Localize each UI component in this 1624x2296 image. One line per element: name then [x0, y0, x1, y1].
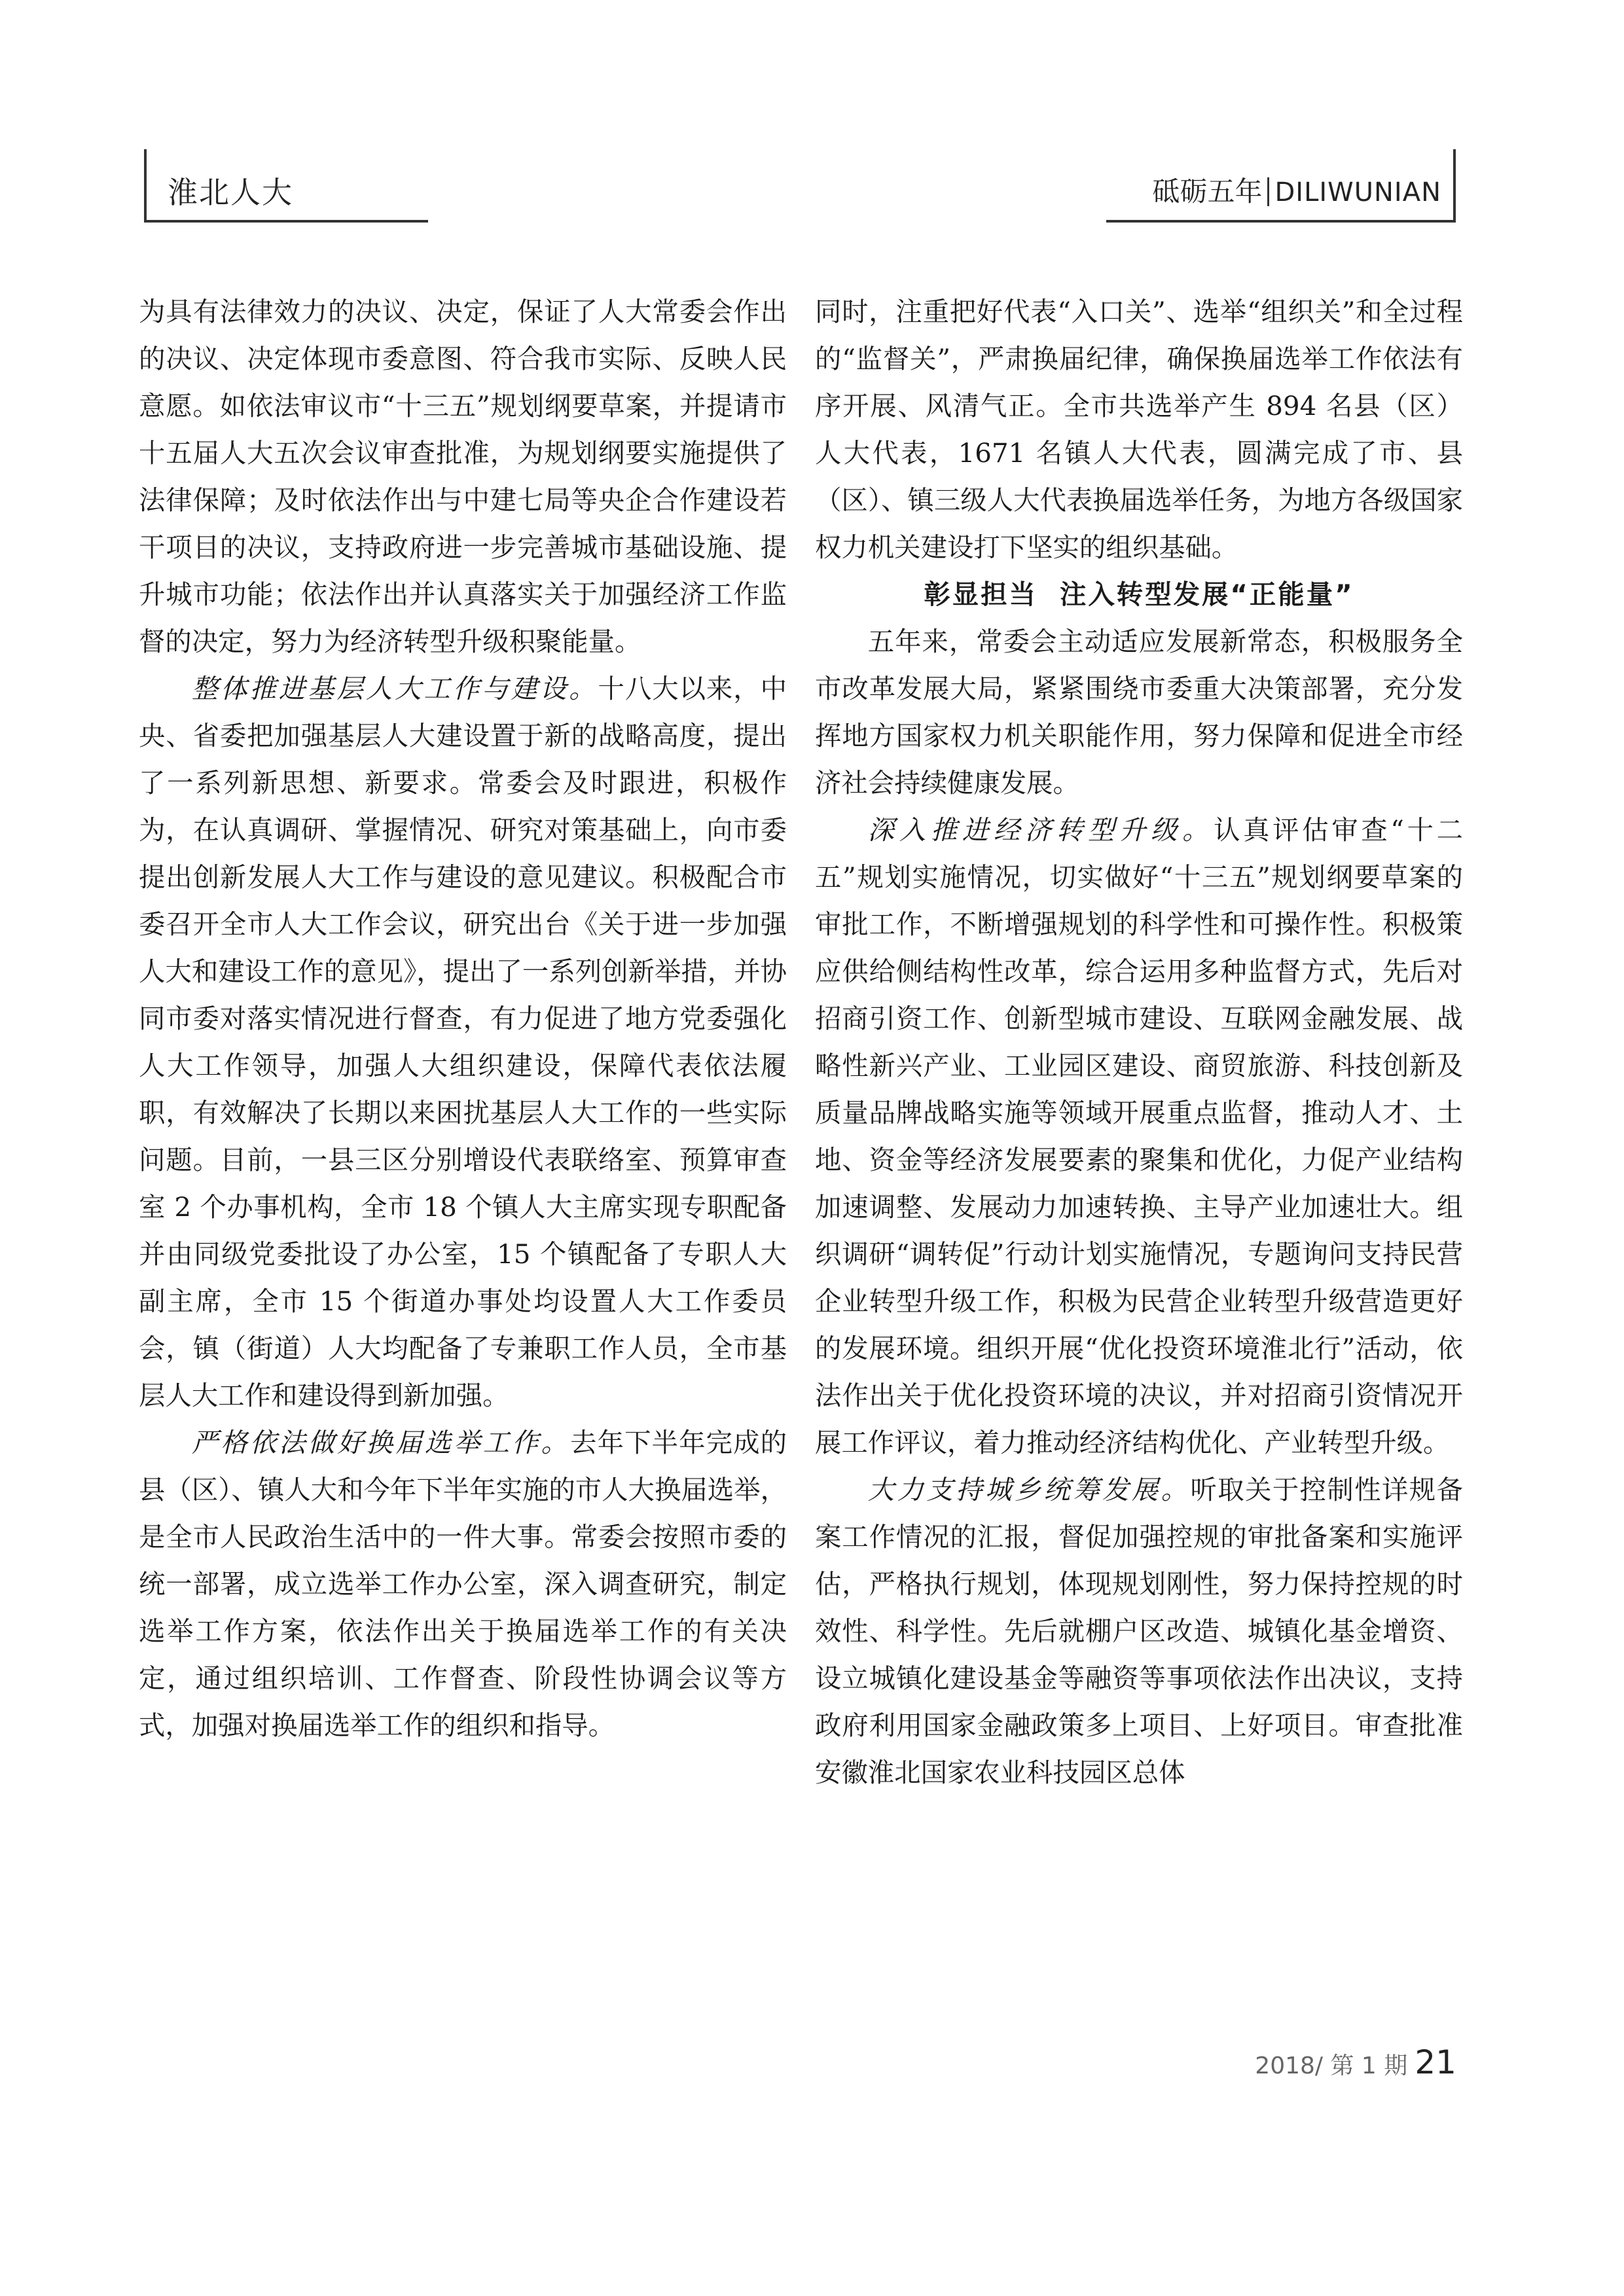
- paragraph-lead: 严格依法做好换届选举工作。: [191, 1427, 571, 1458]
- paragraph-economy: [815, 806, 1463, 1466]
- section-title-cn: 砥砺五年: [1152, 175, 1263, 207]
- header-left-rule: [147, 220, 428, 223]
- magazine-title: 淮北人大: [168, 175, 293, 210]
- paragraph-grassroots: [139, 665, 787, 1419]
- paragraph-body: 听取关于控制性详规备案工作情况的汇报，督促加强控规的审批备案和实施评估，严格执行规划，体现规划刚性，努力保持控规的时效性、科学性。先后就棚户区改造、城镇化基金增资、设立城镇化建设基金等融资等事项依法作出决议，支持政府利用国家金融政策多上项目、上好项目。审查批准安徽淮北国家农业科技园区总体: [815, 1474, 1463, 1788]
- page-footer: [1255, 2043, 1456, 2081]
- right-column: [815, 288, 1463, 1796]
- header-right: [1106, 149, 1456, 223]
- paragraph-continued: 同时，注重把好代表“入口关”、选举“组织关”和全过程的“监督关”，严肃换届纪律，确保换届选举工作依法有序开展、风清气正。全市共选举产生 894 名县（区）人大代表，1671 名镇人大代表，圆满完成了市、县（区）、镇三级人大代表换届选举任务，为地方各级国家权力机关建设打下坚实的组织基础。: [815, 296, 1463, 563]
- paragraph-lead: 深入推进经济转型升级。: [867, 814, 1214, 846]
- paragraph-election: [139, 1419, 787, 1749]
- paragraph-intro: 五年来，常委会主动适应发展新常态，积极服务全市改革发展大局，紧紧围绕市委重大决策部署，充分发挥地方国家权力机关职能作用，努力保障和促进全市经济社会持续健康发展。: [815, 626, 1463, 798]
- header-left: [144, 149, 428, 223]
- section-separator: [1267, 177, 1269, 206]
- paragraph-lead: 大力支持城乡统筹发展。: [867, 1474, 1191, 1505]
- paragraph-continued: 为具有法律效力的决议、决定，保证了人大常委会作出的决议、决定体现市委意图、符合我市实际、反映人民意愿。如依法审议市“十三五”规划纲要草案，并提请市十五届人大五次会议审查批准，为规划纲要实施提供了法律保障；及时依法作出与中建七局等央企合作建设若干项目的决议，支持政府进一步完善城市基础设施、提升城市功能；依法作出并认真落实关于加强经济工作监督的决定，努力为经济转型升级积聚能量。: [139, 296, 787, 657]
- issue-label: 2018/ 第 1 期: [1255, 2053, 1408, 2079]
- paragraph-body: 去年下半年完成的县（区）、镇人大和今年下半年实施的市人大换届选举，是全市人民政治生活中的一件大事。常委会按照市委的统一部署，成立选举工作办公室，深入调查研究，制定选举工作方案，依法作出关于换届选举工作的有关决定，通过组织培训、工作督查、阶段性协调会议等方式，加强对换届选举工作的组织和指导。: [139, 1427, 787, 1741]
- paragraph-body: 认真评估审查“十二五”规划实施情况，切实做好“十三五”规划纲要草案的审批工作，不断增强规划的科学性和可操作性。积极策应供给侧结构性改革，综合运用多种监督方式，先后对招商引资工作、创新型城市建设、互联网金融发展、战略性新兴产业、工业园区建设、商贸旅游、科技创新及质量品牌战略实施等领域开展重点监督，推动人才、土地、资金等经济发展要素的聚集和优化，力促产业结构加速调整、发展动力加速转换、主导产业加速壮大。组织调研“调转促”行动计划实施情况，专题询问支持民营企业转型升级工作，积极为民营企业转型升级营造更好的发展环境。组织开展“优化投资环境淮北行”活动，依法作出关于优化投资环境的决议，并对招商引资情况开展工作评议，着力推动经济结构优化、产业转型升级。: [815, 814, 1463, 1458]
- section-label: [1152, 170, 1441, 209]
- left-column: [139, 288, 787, 1749]
- page-number: 21: [1415, 2043, 1456, 2081]
- paragraph-body: 十八大以来，中央、省委把加强基层人大建设置于新的战略高度，提出了一系列新思想、新要求。常委会及时跟进，积极作为，在认真调研、掌握情况、研究对策基础上，向市委提出创新发展人大工作与建设的意见建议。积极配合市委召开全市人大工作会议，研究出台《关于进一步加强人大和建设工作的意见》，提出了一系列创新举措，并协同市委对落实情况进行督查，有力促进了地方党委强化人大工作领导，加强人大组织建设，保障代表依法履职，有效解决了长期以来困扰基层人大工作的一些实际问题。目前，一县三区分别增设代表联络室、预算审查室 2 个办事机构，全市 18 个镇人大主席实现专职配备并由同级党委批设了办公室，15 个镇配备了专职人大副主席，全市 15 个街道办事处均设置人大工作委员会，镇（街道）人大均配备了专兼职工作人员，全市基层人大工作和建设得到新加强。: [139, 673, 787, 1411]
- paragraph-lead: 整体推进基层人大工作与建设。: [191, 673, 598, 704]
- section-title-en: DILIWUNIAN: [1274, 177, 1441, 207]
- paragraph-urban-rural: [815, 1466, 1463, 1796]
- header-right-rule: [1106, 220, 1453, 223]
- section-heading: 彰显担当 注入转型发展“正能量”: [924, 579, 1354, 610]
